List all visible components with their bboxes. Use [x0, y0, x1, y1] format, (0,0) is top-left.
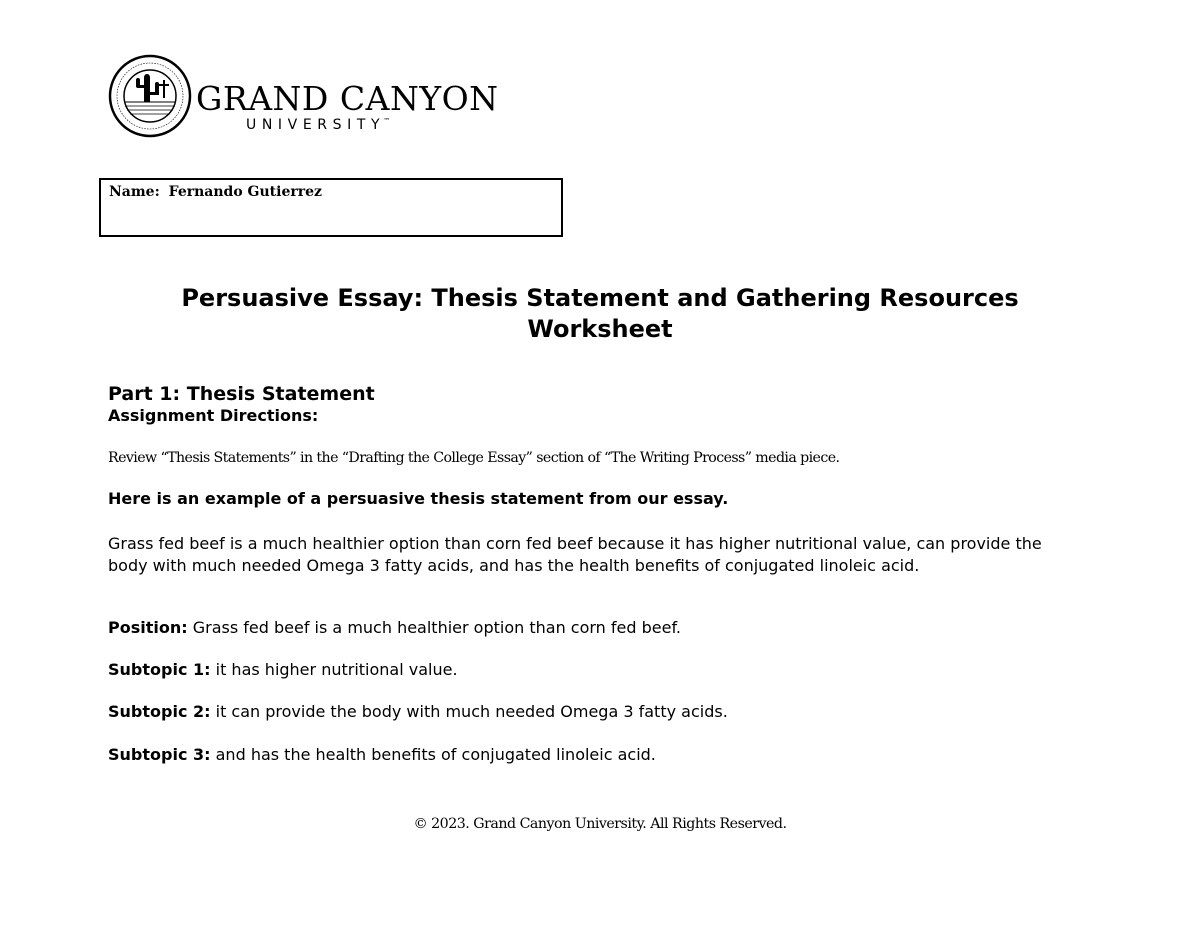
- subtopic-3-label: Subtopic 3:: [108, 745, 211, 764]
- subtopic-2-label: Subtopic 2:: [108, 702, 211, 721]
- subtopic-3-text: and has the health benefits of conjugated linoleic acid.: [215, 745, 656, 764]
- subtopic-1-text: it has higher nutritional value.: [215, 660, 458, 679]
- position-text: Grass fed beef is a much healthier option than corn fed beef.: [192, 618, 682, 637]
- title-line-1: Persuasive Essay: Thesis Statement and Gathering Resources: [181, 284, 1019, 312]
- copyright-footer: © 2023. Grand Canyon University. All Rights Reserved.: [413, 816, 787, 832]
- review-instruction: Review “Thesis Statements” in the “Drafting the College Essay” section of “The Writing Process” media piece.: [108, 450, 840, 466]
- subtopic-1-line: [108, 660, 458, 680]
- subtopic-1-label: Subtopic 1:: [108, 660, 211, 679]
- subtopic-3-line: [108, 745, 656, 765]
- example-heading: Here is an example of a persuasive thesis statement from our essay.: [108, 489, 729, 508]
- trademark-symbol: ™: [383, 117, 391, 125]
- part1-heading: Part 1: Thesis Statement: [108, 383, 375, 405]
- gcu-logo: [108, 54, 499, 140]
- position-label: Position:: [108, 618, 188, 637]
- subtopic-2-text: it can provide the body with much needed Omega 3 fatty acids.: [215, 702, 728, 721]
- name-value: Fernando Gutierrez: [168, 184, 322, 200]
- name-box: [99, 178, 563, 237]
- logo-wordmark: GRAND CANYON: [196, 79, 499, 118]
- position-line: [108, 618, 681, 638]
- logo-subtext: UNIVERSITY™: [246, 117, 391, 133]
- page-title: [0, 283, 1200, 345]
- name-label: Name:: [109, 184, 160, 200]
- name-line: [109, 184, 322, 200]
- assignment-directions-label: Assignment Directions:: [108, 406, 319, 425]
- university-seal-icon: [108, 54, 192, 138]
- title-line-2: Worksheet: [527, 315, 673, 343]
- subtopic-2-line: [108, 702, 728, 722]
- thesis-statement: Grass fed beef is a much healthier option than corn fed beef because it has higher nutritional value, can provide the body with much needed Omega 3 fatty acids, and has the health benefits of conjugated linoleic acid.: [108, 534, 1042, 575]
